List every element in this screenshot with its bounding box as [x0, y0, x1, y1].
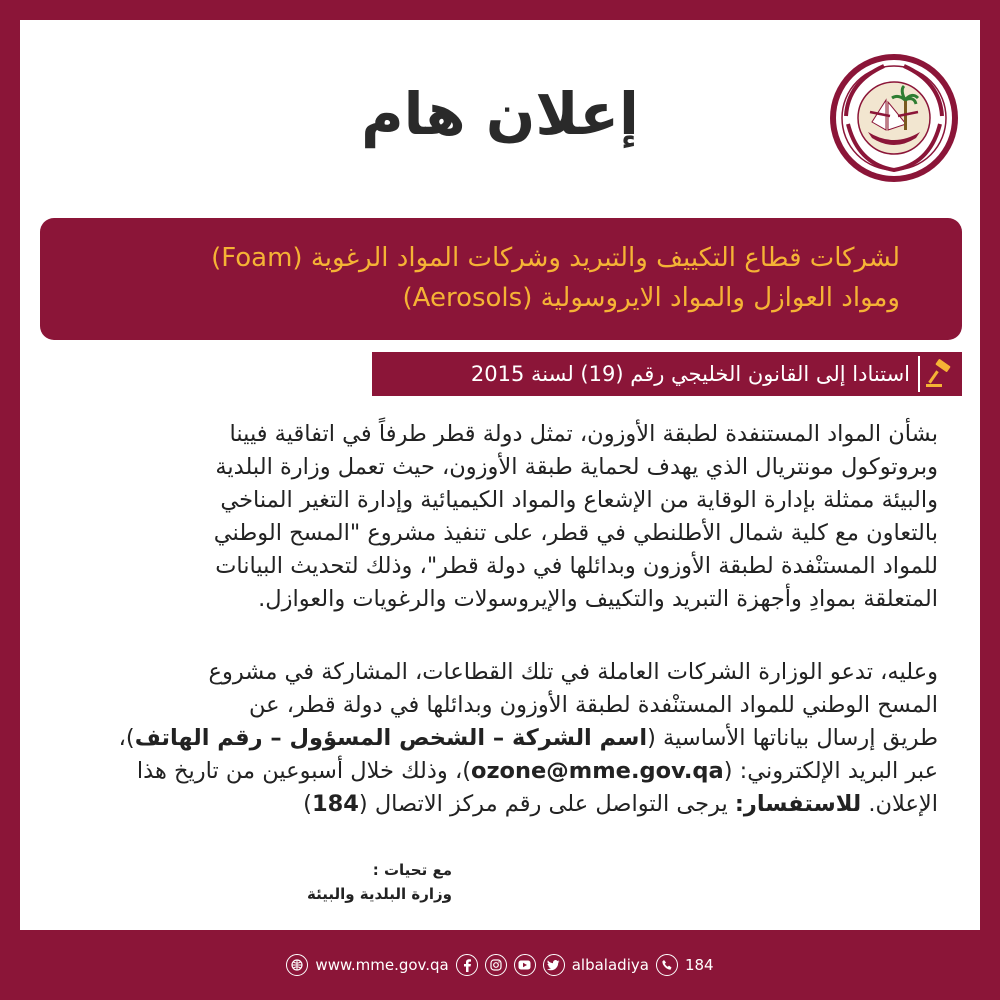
- contact-email[interactable]: ozone@mme.gov.qa: [471, 758, 724, 784]
- divider: [918, 356, 920, 392]
- text-segment: ): [303, 791, 312, 817]
- paragraph-line: [58, 755, 938, 788]
- signature-ministry: وزارة البلدية والبيئة: [306, 885, 452, 903]
- instagram-icon[interactable]: [485, 954, 507, 976]
- phone-icon[interactable]: [656, 954, 678, 976]
- paragraph-line: وعليه، تدعو الوزارة الشركات العاملة في تلك القطاعات، المشاركة في مشروع: [208, 659, 938, 685]
- required-fields: اسم الشركة – الشخص المسؤول – رقم الهاتف: [134, 725, 648, 751]
- facebook-icon[interactable]: [456, 954, 478, 976]
- youtube-icon[interactable]: [514, 954, 536, 976]
- paragraph-request: [58, 656, 938, 821]
- inquiry-label: للاستفسار:: [734, 791, 862, 817]
- paragraph-context: [58, 418, 938, 616]
- banner-line-2: ومواد العوازل والمواد الايروسولية (Aerosols): [402, 283, 900, 313]
- paragraph-line: [58, 722, 938, 755]
- paragraph-line: والبيئة ممثلة بإدارة الوقاية من الإشعاع والمواد الكيميائية وإدارة التغير المناخي: [220, 487, 938, 513]
- paragraph-line: وبروتوكول مونتريال الذي يهدف لحماية طبقة الأوزون، حيث تعمل وزارة البلدية: [215, 454, 938, 480]
- target-sectors-banner: [40, 218, 962, 340]
- paragraph-line: المتعلقة بموادِ وأجهزة التبريد والتكييف والإيروسولات والرغويات والعوازل.: [258, 586, 938, 612]
- twitter-icon[interactable]: [543, 954, 565, 976]
- globe-icon[interactable]: [286, 954, 308, 976]
- text-segment: )،: [118, 725, 135, 751]
- paragraph-line: [58, 788, 938, 821]
- text-segment: يرجى التواصل على رقم مركز الاتصال (: [358, 791, 735, 817]
- text-segment: الإعلان.: [861, 791, 938, 817]
- paragraph-line: بالتعاون مع كلية شمال الأطلنطي في قطر، على تنفيذ مشروع "المسح الوطني: [213, 520, 938, 546]
- social-handle[interactable]: albaladiya: [571, 956, 649, 974]
- text-segment: )، وذلك خلال أسبوعين من تاريخ هذا: [136, 758, 471, 784]
- signature-block: [307, 858, 452, 906]
- law-reference-bar: [372, 352, 962, 396]
- page-title: إعلان هام: [361, 80, 639, 148]
- banner-line-1: لشركات قطاع التكييف والتبريد وشركات المواد الرغوية (Foam): [211, 243, 900, 273]
- law-reference-text: استنادا إلى القانون الخليجي رقم (19) لسنة 2015: [470, 362, 910, 386]
- call-center-number: 184: [311, 791, 359, 817]
- paragraph-line: المسح الوطني للمواد المستنْفدة لطبقة الأوزون وبدائلها في دولة قطر، عن: [249, 692, 938, 718]
- paragraph-line: بشأن المواد المستنفدة لطبقة الأوزون، تمثل دولة قطر طرفاً في اتفاقية فيينا: [229, 421, 938, 447]
- gavel-icon: [924, 358, 956, 390]
- signature-greeting: مع تحيات :: [372, 861, 452, 879]
- text-segment: عبر البريد الإلكتروني: (: [723, 758, 938, 784]
- paragraph-line: للمواد المستنْفدة لطبقة الأوزون وبدائلها في دولة قطر"، وذلك لتحديث البيانات: [215, 553, 938, 579]
- website-link[interactable]: www.mme.gov.qa: [315, 956, 449, 974]
- call-center-phone[interactable]: 184: [684, 956, 714, 974]
- ministry-logo: [828, 52, 960, 184]
- footer-bar: [0, 945, 1000, 985]
- text-segment: طريق إرسال بياناتها الأساسية (: [647, 725, 938, 751]
